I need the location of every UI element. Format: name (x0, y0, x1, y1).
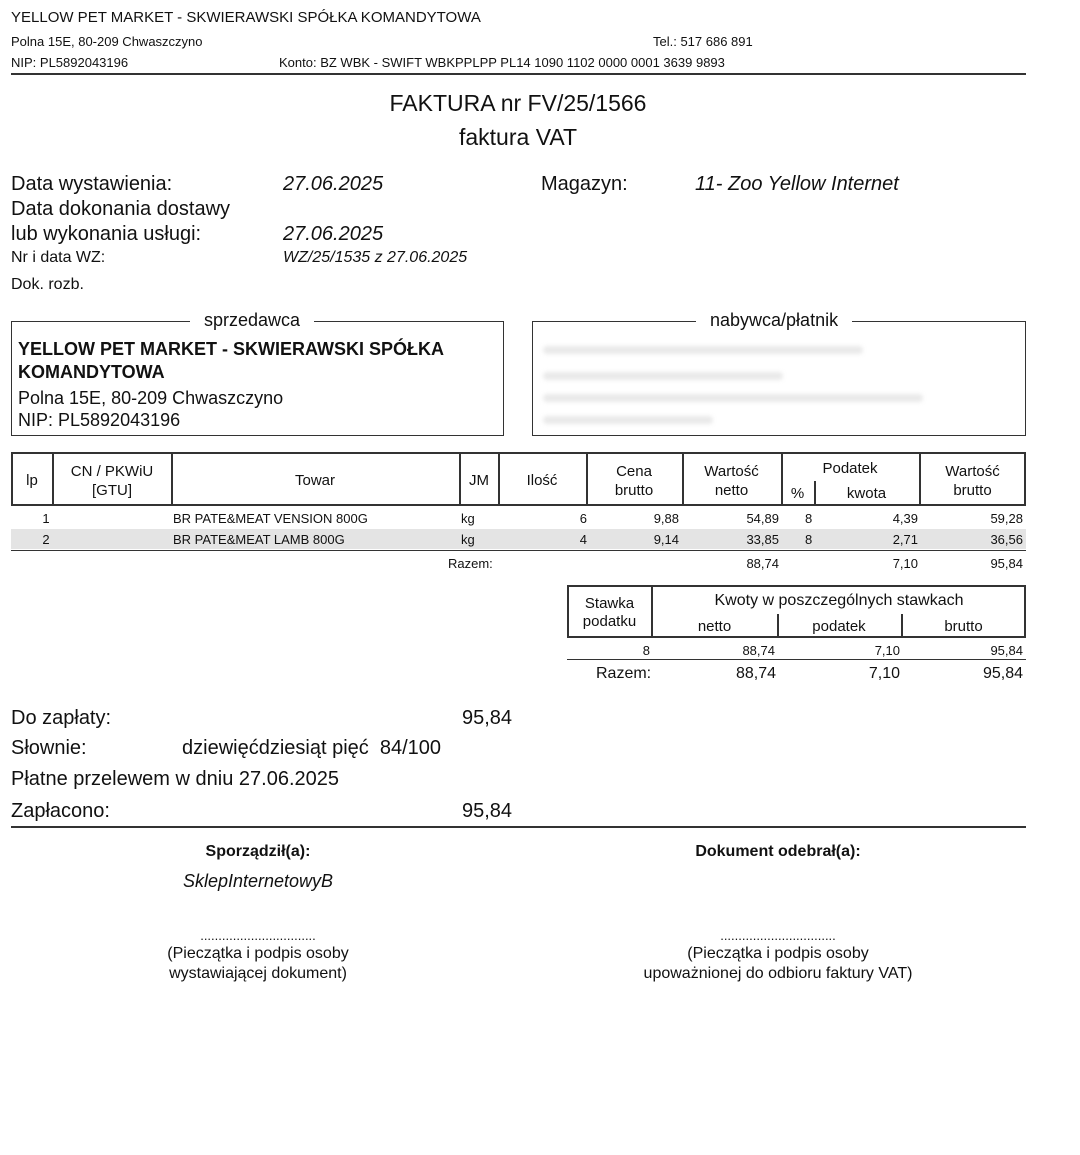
vat-total-netto: 88,74 (735, 665, 776, 682)
items-total-label: Razem: (448, 556, 493, 571)
paid-label: Zapłacono: (11, 800, 110, 822)
vat-total-label: Razem: (596, 665, 652, 682)
vat-stawka-1: Stawka (584, 595, 635, 612)
header-company: YELLOW PET MARKET - SKWIERAWSKI SPÓŁKA KOMANDYTOWA (11, 9, 481, 26)
header-divider (11, 73, 1026, 75)
invoice-subtitle: faktura VAT (458, 124, 578, 150)
words-label: Słownie: (11, 737, 87, 759)
th-kwota: kwota (846, 485, 887, 502)
table-row: 2 BR PATE&MEAT LAMB 800G kg 4 9,14 33,85 8 2,71 36,56 (11, 529, 1026, 549)
header-account: Konto: BZ WBK - SWIFT WBKPPLPP PL14 1090 1102 0000 0001 3639 9893 (279, 55, 725, 70)
delivery-label-1: Data dokonania dostawy (11, 198, 231, 220)
th-lp: lp (26, 472, 38, 489)
right-signature-dots: ................................ (720, 928, 836, 943)
redacted-buyer-line (543, 394, 923, 402)
vat-total-brutto: 95,84 (982, 665, 1023, 682)
th-cn-1: CN / PKWiU (70, 463, 154, 480)
left-caption-2: wystawiającej dokument) (169, 965, 347, 982)
vat-total-podatek: 7,10 (868, 665, 900, 682)
due-label: Do zapłaty: (11, 707, 112, 729)
th-cn-2: [GTU] (92, 482, 132, 499)
vat-row-brutto: 95,84 (990, 643, 1023, 658)
payment-method: Płatne przelewem w dniu 27.06.2025 (11, 768, 339, 790)
th-cena-2: brutto (614, 482, 654, 499)
right-caption-2: upoważnionej do odbioru faktury VAT) (643, 965, 913, 982)
left-caption-1: (Pieczątka i podpis osoby (167, 945, 349, 962)
prepared-label: Sporządził(a): (205, 843, 311, 860)
header-nip: NIP: PL5892043196 (11, 55, 129, 70)
items-total-netto: 88,74 (746, 556, 779, 571)
vat-row-podatek: 7,10 (874, 643, 900, 658)
buyer-legend: nabywca/płatnik (696, 310, 852, 331)
issue-date-label: Data wystawienia: (11, 173, 173, 195)
vat-stawka-2: podatku (582, 613, 637, 630)
seller-box (11, 310, 504, 436)
th-jm: JM (469, 472, 489, 489)
th-towar: Towar (294, 472, 335, 489)
prepared-by: SklepInternetowyB (182, 871, 334, 891)
header-phone: Tel.: 517 686 891 (653, 34, 753, 49)
vat-netto-header: netto (697, 618, 732, 635)
wz-label: Nr i data WZ: (11, 249, 106, 266)
seller-legend: sprzedawca (190, 310, 314, 331)
vat-brutto-header: brutto (944, 618, 983, 635)
items-total-kwota: 7,10 (892, 556, 918, 571)
issue-date-value: 27.06.2025 (283, 173, 384, 195)
vat-row-netto: 88,74 (742, 643, 775, 658)
redacted-buyer-name (543, 346, 863, 354)
vat-row-rate: 8 (642, 643, 650, 658)
delivery-date-value: 27.06.2025 (283, 223, 384, 245)
delivery-label-2: lub wykonania usługi: (11, 223, 202, 245)
payment-divider (11, 826, 1026, 828)
rows-divider (11, 550, 1026, 551)
due-value: 95,84 (462, 707, 513, 729)
vat-podatek-header: podatek (812, 618, 866, 635)
left-signature-dots: ................................ (200, 928, 316, 943)
seller-name-1: YELLOW PET MARKET - SKWIERAWSKI SPÓŁKA (18, 339, 444, 359)
invoice-title: FAKTURA nr FV/25/1566 (389, 90, 647, 116)
buyer-box (532, 310, 1026, 436)
seller-name-2: KOMANDYTOWA (18, 362, 165, 382)
words-value: dziewięćdziesiąt pięć 84/100 (182, 737, 442, 759)
table-row: 1 BR PATE&MEAT VENSION 800G kg 6 9,88 54,89 8 4,39 59,28 (42, 511, 1023, 526)
redacted-buyer-nip (543, 416, 713, 424)
th-netto-1: Wartość (704, 463, 759, 480)
seller-address: Polna 15E, 80-209 Chwaszczyno (18, 388, 284, 408)
wz-value: WZ/25/1535 z 27.06.2025 (283, 249, 468, 266)
th-ilosc: Ilość (526, 472, 558, 489)
received-label: Dokument odebrał(a): (695, 843, 861, 860)
seller-nip: NIP: PL5892043196 (18, 410, 181, 430)
paid-value: 95,84 (462, 800, 513, 822)
th-podatek: Podatek (822, 460, 878, 477)
warehouse-label: Magazyn: (541, 173, 628, 195)
th-cena-1: Cena (616, 463, 652, 480)
warehouse-value: 11- Zoo Yellow Internet (695, 173, 899, 195)
header-address: Polna 15E, 80-209 Chwaszczyno (11, 34, 203, 49)
th-brutto-2: brutto (953, 482, 992, 499)
th-pct: % (790, 485, 805, 502)
items-total-brutto: 95,84 (990, 556, 1023, 571)
dok-rozb-label: Dok. rozb. (11, 276, 84, 293)
right-caption-1: (Pieczątka i podpis osoby (687, 945, 869, 962)
redacted-buyer-address (543, 372, 783, 380)
vat-kwoty-header: Kwoty w poszczególnych stawkach (714, 592, 964, 609)
th-netto-2: netto (714, 482, 749, 499)
th-brutto-1: Wartość (945, 463, 1000, 480)
